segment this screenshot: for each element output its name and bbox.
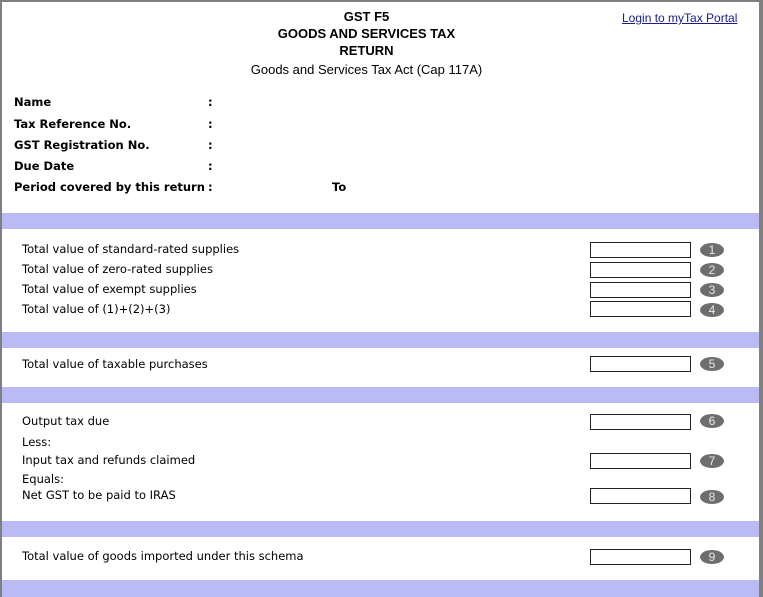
label-less: Less: (22, 435, 52, 449)
info-colon: : (208, 159, 213, 173)
info-colon: : (208, 95, 213, 109)
info-label: Name (14, 95, 52, 109)
info-colon: : (208, 180, 213, 194)
box-number-badge: 1 (700, 243, 724, 257)
form-title-line1: GOODS AND SERVICES TAX (277, 26, 456, 41)
window-frame-right (759, 0, 763, 597)
box-number-badge: 5 (700, 357, 724, 371)
info-label: Due Date (14, 159, 75, 173)
label-taxable-purchases: Total value of taxable purchases (22, 357, 208, 371)
output-tax-due-input[interactable] (590, 414, 691, 430)
label-output-tax-due: Output tax due (22, 414, 110, 428)
label-net-gst: Net GST to be paid to IRAS (22, 488, 176, 502)
zero-rated-supplies-input[interactable] (590, 262, 691, 278)
input-tax-refunds-input[interactable] (590, 453, 691, 469)
label-input-tax-refunds: Input tax and refunds claimed (22, 453, 196, 467)
label-total-supplies: Total value of (1)+(2)+(3) (22, 302, 171, 316)
total-supplies-input[interactable] (590, 301, 691, 317)
standard-rated-supplies-input[interactable] (590, 242, 691, 258)
box-number-badge: 6 (700, 414, 724, 428)
taxable-purchases-input[interactable] (590, 356, 691, 372)
box-number-badge: 3 (700, 283, 724, 297)
form-code: GST F5 (343, 9, 390, 24)
mytax-portal-login-link[interactable]: Login to myTax Portal (622, 11, 738, 25)
info-colon: : (208, 138, 213, 152)
section-divider (2, 332, 759, 348)
box-number-badge: 2 (700, 263, 724, 277)
window-frame-top (0, 0, 763, 2)
label-equals: Equals: (22, 472, 64, 486)
label-standard-rated-supplies: Total value of standard-rated supplies (22, 242, 240, 256)
exempt-supplies-input[interactable] (590, 282, 691, 298)
section-divider (2, 580, 759, 597)
net-gst-input[interactable] (590, 488, 691, 504)
box-number-badge: 7 (700, 454, 724, 468)
label-goods-imported: Total value of goods imported under this schema (22, 549, 304, 563)
act-reference: Goods and Services Tax Act (Cap 117A) (250, 62, 483, 77)
goods-imported-input[interactable] (590, 549, 691, 565)
box-number-badge: 4 (700, 303, 724, 317)
window-frame-left (0, 0, 2, 597)
info-row-period (14, 177, 414, 197)
section-divider (2, 521, 759, 537)
label-exempt-supplies: Total value of exempt supplies (22, 282, 197, 296)
info-colon: : (208, 117, 213, 131)
info-label: GST Registration No. (14, 138, 150, 152)
info-to-label: To (332, 180, 347, 194)
section-divider (2, 387, 759, 403)
section-divider (2, 213, 759, 229)
info-label: Period covered by this return (14, 180, 205, 194)
form-title-line2: RETURN (339, 43, 394, 58)
box-number-badge: 8 (700, 490, 724, 504)
info-label: Tax Reference No. (14, 117, 132, 131)
box-number-badge: 9 (700, 550, 724, 564)
label-zero-rated-supplies: Total value of zero-rated supplies (22, 262, 213, 276)
